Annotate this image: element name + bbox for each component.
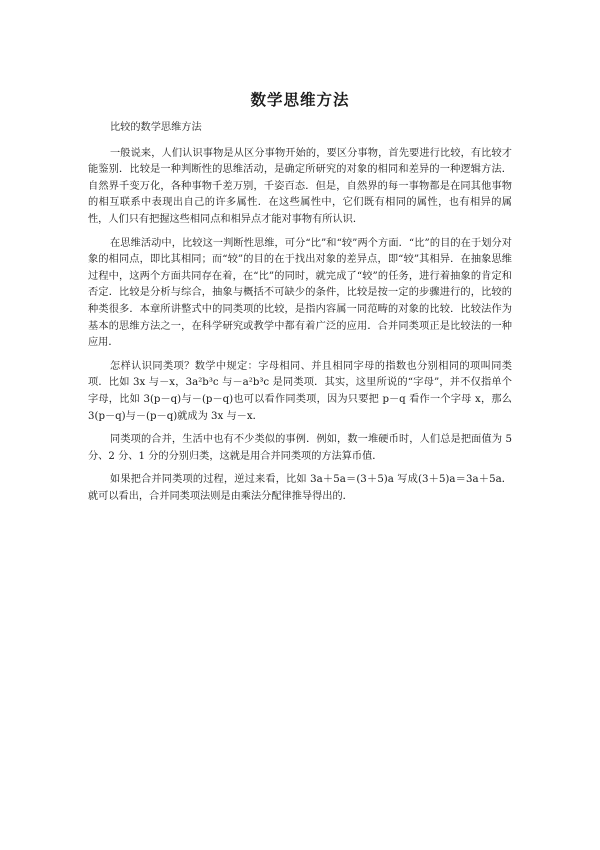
page-title: 数学思维方法: [250, 91, 350, 109]
paragraph: 一般说来，人们认识事物是从区分事物开始的，要区分事物，首先要进行比较，有比较才能鉴别．比较是一种判断性的思维活动，是确定所研究的对象的相同和差异的一种逻辑方法．自然界千变万化，各种事物千差万别，千姿百态．但是，自然界的每一事物都是在同其他事物的相互联系中表现出自己的许多属性．在这些属性中，它们既有相同的属性，也有相异的属性，人们只有把握这些相同点和相异点才能对事物有所认识．: [88, 147, 512, 225]
document-body: [88, 120, 512, 512]
paragraph: 在思维活动中，比较这一判断性思维，可分“比”和“较”两个方面．“比”的目的在于划分对象的相同点，即比其相同；而“较”的目的在于找出对象的差异点，即“较”其相异．在抽象思维过程中，这两个方面共同存在着，在“比”的同时，就完成了“较”的任务，进行着抽象的肯定和否定．比较是分析与综合，抽象与概括不可缺少的条件，比较是按一定的步骤进行的，比较的种类很多．本章所讲整式中的同类项的比较，是指内容属一同范畴的对象的比较．比较法作为基本的思维方法之一，在科学研究或教学中都有着广泛的应用．合并同类项正是比较法的一种应用．: [88, 237, 512, 349]
paragraph: 怎样认识同类项？数学中规定：字母相同、并且相同字母的指数也分别相同的项叫同类项．比如 3x 与－x，3a²b³c 与－a²b³c 是同类项．其实，这里所说的“字母”，并不仅指单个字母，比如 3(p－q)与－(p－q)也可以看作同类项，因为只要把 p－q 看作一个字母 x，那么 3(p－q)与－(p－q)就成为 3x 与－x．: [88, 360, 512, 422]
section-subtitle: 比较的数学思维方法: [110, 122, 202, 133]
paragraph: 如果把合并同类项的过程，逆过来看，比如 3a＋5a＝(3＋5)a 写成(3＋5)a＝3a＋5a．就可以看出，合并同类项法则是由乘法分配律推导得出的．: [88, 474, 512, 502]
paragraph: 同类项的合并，生活中也有不少类似的事例．例如，数一堆硬币时，人们总是把面值为 5 分、2 分、1 分的分别归类，这就是用合并同类项的方法算币值．: [88, 434, 512, 462]
